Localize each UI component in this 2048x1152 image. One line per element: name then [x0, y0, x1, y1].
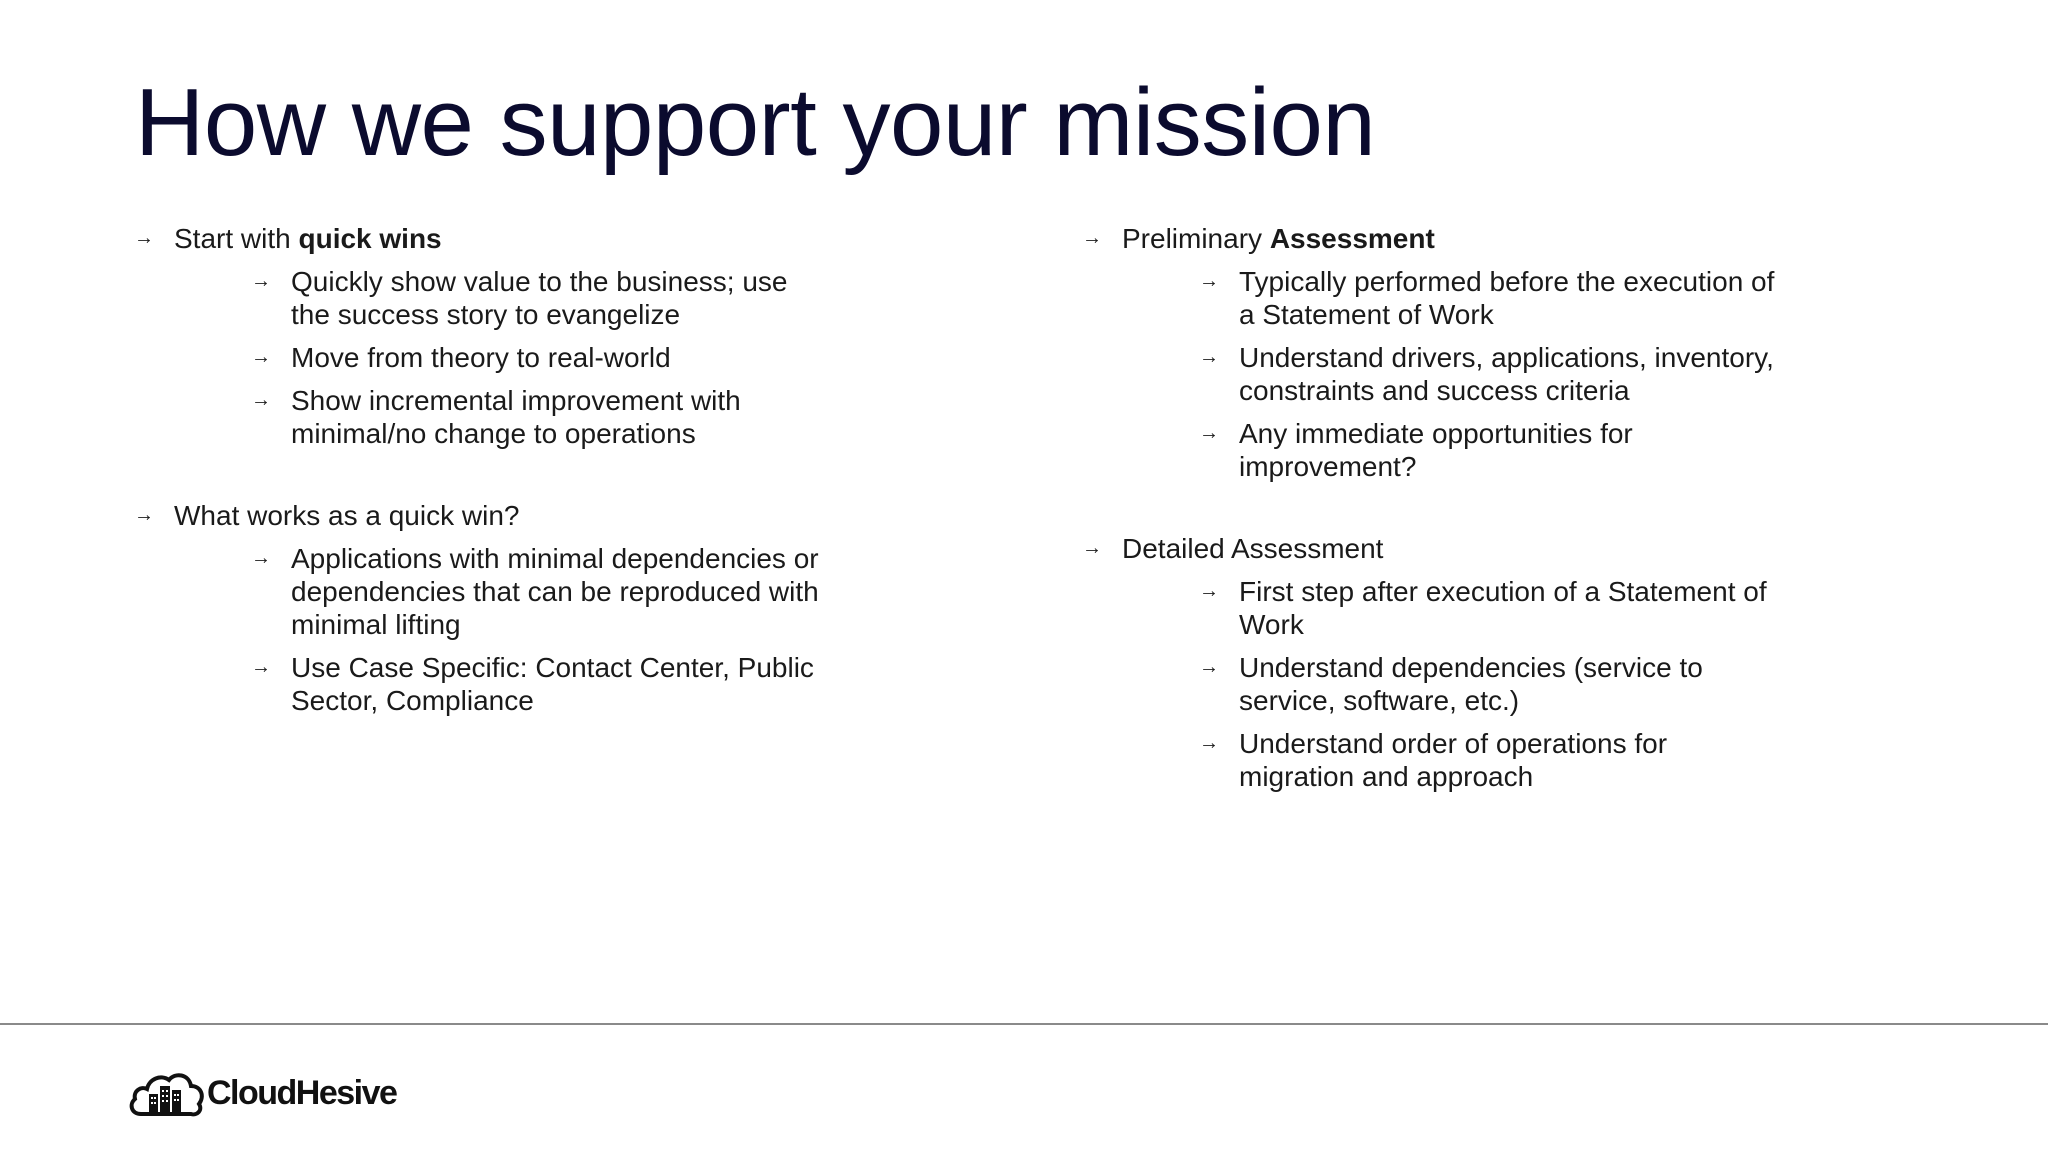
sub-bullet-text-line: minimal lifting [291, 609, 461, 640]
arrow-right-icon: → [251, 270, 271, 292]
sub-bullet-text-line: dependencies that can be reproduced with [291, 576, 819, 607]
bullet-label [1122, 223, 1435, 254]
sub-bullet-text-line: Quickly show value to the business; use [291, 266, 788, 297]
sub-bullet-list [174, 265, 894, 450]
bullet-label-emphasis: quick wins [298, 223, 442, 254]
bullet-item [134, 499, 894, 717]
sub-bullet-text-line: constraints and success criteria [1239, 375, 1630, 406]
arrow-right-icon: → [134, 504, 154, 526]
slide-title: How we support your mission [135, 69, 1376, 176]
arrow-right-icon: → [1082, 227, 1102, 249]
sub-bullet-item [174, 265, 894, 331]
bullet-label-emphasis: Assessment [1269, 223, 1435, 254]
arrow-right-icon: → [251, 547, 271, 569]
sub-bullet-text-line: Work [1239, 609, 1304, 640]
bullet-group [134, 499, 894, 717]
sub-bullet-item [1122, 341, 1842, 407]
arrow-right-icon: → [1082, 537, 1102, 559]
arrow-right-icon: → [251, 389, 271, 411]
footer-divider [0, 1023, 2048, 1025]
sub-bullet-text-line: service, software, etc.) [1239, 685, 1520, 716]
sub-bullet-list [174, 542, 894, 717]
arrow-right-icon: → [251, 346, 271, 368]
bullet-item [134, 222, 894, 450]
bullet-label-text: Detailed Assessment [1122, 533, 1384, 564]
cloud-buildings-logo-icon [127, 1066, 205, 1120]
sub-bullet-text-line: Applications with minimal dependencies or [291, 543, 819, 574]
sub-bullet-item [174, 651, 894, 717]
arrow-right-icon: → [1199, 346, 1219, 368]
sub-bullet-text-line: Any immediate opportunities for [1239, 418, 1633, 449]
company-logo [127, 1066, 396, 1120]
sub-bullet-item [1122, 727, 1842, 793]
sub-bullet-list [1122, 265, 1842, 483]
sub-bullet-text-line: Show incremental improvement with [291, 385, 741, 416]
sub-bullet-text-line: minimal/no change to operations [291, 418, 696, 449]
arrow-right-icon: → [251, 656, 271, 678]
bullet-group [1082, 532, 1842, 793]
sub-bullet-item [174, 384, 894, 450]
arrow-right-icon: → [1199, 732, 1219, 754]
arrow-right-icon: → [1199, 580, 1219, 602]
bullet-label [174, 223, 442, 254]
sub-bullet-text-line: Understand drivers, applications, inventory, [1239, 342, 1774, 373]
sub-bullet-item [1122, 265, 1842, 331]
sub-bullet-list [1122, 575, 1842, 793]
sub-bullet-text-line: the success story to evangelize [291, 299, 681, 330]
sub-bullet-item [174, 341, 894, 374]
sub-bullet-text-line: migration and approach [1239, 761, 1534, 792]
left-column [134, 222, 894, 727]
logo-wordmark: CloudHesive [207, 1073, 397, 1112]
arrow-right-icon: → [1199, 270, 1219, 292]
sub-bullet-text-line: improvement? [1239, 451, 1417, 482]
sub-bullet-text-line: First step after execution of a Statement of [1239, 576, 1767, 607]
bullet-label-text: Start with [174, 223, 299, 254]
arrow-right-icon: → [1199, 656, 1219, 678]
sub-bullet-text-line: Understand order of operations for [1239, 728, 1668, 759]
sub-bullet-text-line: Sector, Compliance [291, 685, 534, 716]
bullet-label-text: What works as a quick win? [174, 500, 520, 531]
sub-bullet-item [174, 542, 894, 641]
sub-bullet-text-line: a Statement of Work [1239, 299, 1494, 330]
arrow-right-icon: → [1199, 422, 1219, 444]
bullet-item [1082, 222, 1842, 483]
sub-bullet-item [1122, 417, 1842, 483]
sub-bullet-text-line: Typically performed before the execution of [1239, 266, 1775, 297]
bullet-label-text: Preliminary [1122, 223, 1270, 254]
bullet-group [1082, 222, 1842, 483]
right-column [1082, 222, 1842, 803]
sub-bullet-item [1122, 575, 1842, 641]
sub-bullet-text-line: Use Case Specific: Contact Center, Public [291, 652, 814, 683]
bullet-group [134, 222, 894, 450]
sub-bullet-item [1122, 651, 1842, 717]
arrow-right-icon: → [134, 227, 154, 249]
sub-bullet-text-line: Understand dependencies (service to [1239, 652, 1703, 683]
bullet-label [1122, 533, 1383, 564]
bullet-item [1082, 532, 1842, 793]
sub-bullet-text-line: Move from theory to real-world [291, 342, 671, 373]
bullet-label [174, 500, 519, 531]
